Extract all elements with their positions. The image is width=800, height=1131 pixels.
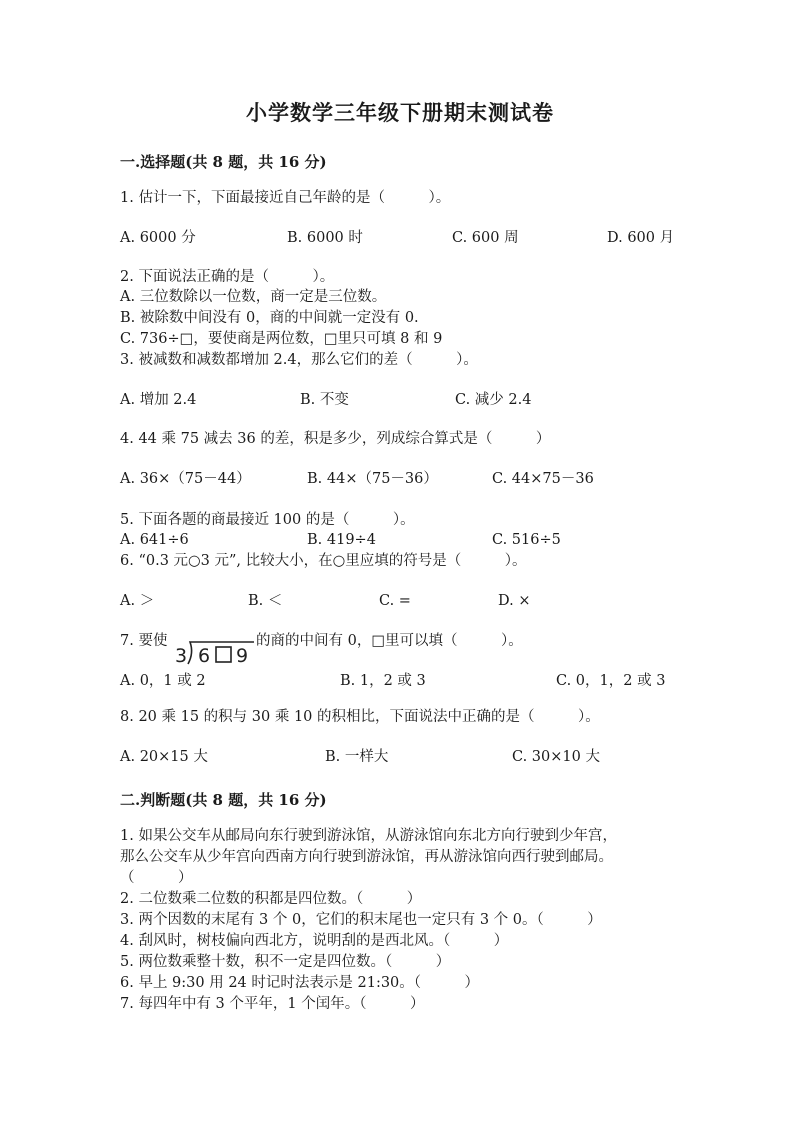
blank-box <box>216 647 231 662</box>
option-b: B. 一样大 <box>325 749 389 765</box>
option-a: A. 641÷6 <box>120 532 189 548</box>
option-a: A. 0，1 或 2 <box>120 673 206 689</box>
option-b: B. 不变 <box>300 392 349 408</box>
option-c: C. 30×10 大 <box>512 749 600 765</box>
question-2-statement-a: A. 三位数除以一位数，商一定是三位数。 <box>120 289 387 305</box>
question-7-options <box>120 671 680 691</box>
question-3: 3. 被减数和减数都增加 2.4，那么它们的差（ ）。 <box>120 352 478 368</box>
option-b: B. ＜ <box>248 593 283 609</box>
option-c: C. 44×75－36 <box>492 471 594 487</box>
question-2-statement-b: B. 被除数中间没有 0，商的中间就一定没有 0. <box>120 310 419 326</box>
question-5-options <box>120 530 680 550</box>
option-a: A. 增加 2.4 <box>120 392 197 408</box>
option-c: C. = <box>379 593 411 609</box>
question-5: 5. 下面各题的商最接近 100 的是（ ）。 <box>120 512 415 528</box>
option-a: A. 20×15 大 <box>120 749 208 765</box>
judgement-1-line-1: 1. 如果公交车从邮局向东行驶到游泳馆，从游泳馆向东北方向行驶到少年宫， <box>120 828 617 844</box>
option-c: C. 600 周 <box>452 230 519 246</box>
question-1: 1. 估计一下，下面最接近自己年龄的是（ ）。 <box>120 190 451 206</box>
question-4: 4. 44 乘 75 减去 36 的差，积是多少，列成综合算式是（ ） <box>120 431 551 447</box>
question-6-options <box>120 591 680 611</box>
option-b: B. 44×（75－36） <box>307 471 438 487</box>
option-a: A. 36×（75－44） <box>120 471 251 487</box>
judgement-5: 5. 两位数乘整十数，积不一定是四位数。（ ） <box>120 954 451 970</box>
question-2: 2. 下面说法正确的是（ ）。 <box>120 269 335 285</box>
question-8: 8. 20 乘 15 的积与 30 乘 10 的积相比，下面说法中正确的是（ ）。 <box>120 709 600 725</box>
judgement-4: 4. 刮风时，树枝偏向西北方，说明刮的是西北风。（ ） <box>120 933 509 949</box>
long-division-figure <box>174 640 256 666</box>
option-d: D. 600 月 <box>607 230 675 246</box>
judgement-6: 6. 早上 9:30 用 24 时记时法表示是 21:30。（ ） <box>120 975 480 991</box>
question-7-prefix: 7. 要使 <box>120 633 168 649</box>
option-c: C. 516÷5 <box>492 532 561 548</box>
question-3-options <box>120 390 680 410</box>
divisor-digit: 3 <box>175 645 188 666</box>
question-8-options <box>120 747 680 767</box>
judgement-1-blank: （ ） <box>120 870 193 886</box>
page-title: 小学数学三年级下册期末测试卷 <box>246 100 554 125</box>
question-4-options <box>120 469 680 489</box>
question-6: 6. “0.3 元○3 元”, 比较大小，在○里应填的符号是（ ）。 <box>120 553 527 569</box>
dividend-right-digit: 9 <box>236 645 249 666</box>
option-b: B. 1，2 或 3 <box>340 673 426 689</box>
option-d: D. × <box>498 593 531 609</box>
question-2-statement-c: C. 736÷□，要使商是两位数，□里只可填 8 和 9 <box>120 331 443 347</box>
question-7-suffix: 的商的中间有 0，□里可以填（ ）。 <box>256 633 523 649</box>
option-a: A. ＞ <box>120 593 155 609</box>
option-b: B. 419÷4 <box>307 532 376 548</box>
judgement-2: 2. 二位数乘二位数的积都是四位数。（ ） <box>120 891 422 907</box>
section-heading-choice: 一.选择题(共 8 题，共 16 分) <box>120 153 327 171</box>
option-b: B. 6000 时 <box>287 230 363 246</box>
dividend-left-digit: 6 <box>198 645 211 666</box>
judgement-7: 7. 每四年中有 3 个平年，1 个闰年。（ ） <box>120 996 425 1012</box>
judgement-1-line-2: 那么公交车从少年宫向西南方向行驶到游泳馆，再从游泳馆向西行驶到邮局。 <box>120 849 613 865</box>
option-a: A. 6000 分 <box>120 230 196 246</box>
judgement-3: 3. 两个因数的末尾有 3 个 0，它们的积末尾也一定只有 3 个 0。（ ） <box>120 912 602 928</box>
section-heading-judgement: 二.判断题(共 8 题，共 16 分) <box>120 791 327 809</box>
question-1-options <box>120 228 680 248</box>
option-c: C. 0，1，2 或 3 <box>556 673 666 689</box>
option-c: C. 减少 2.4 <box>455 392 532 408</box>
